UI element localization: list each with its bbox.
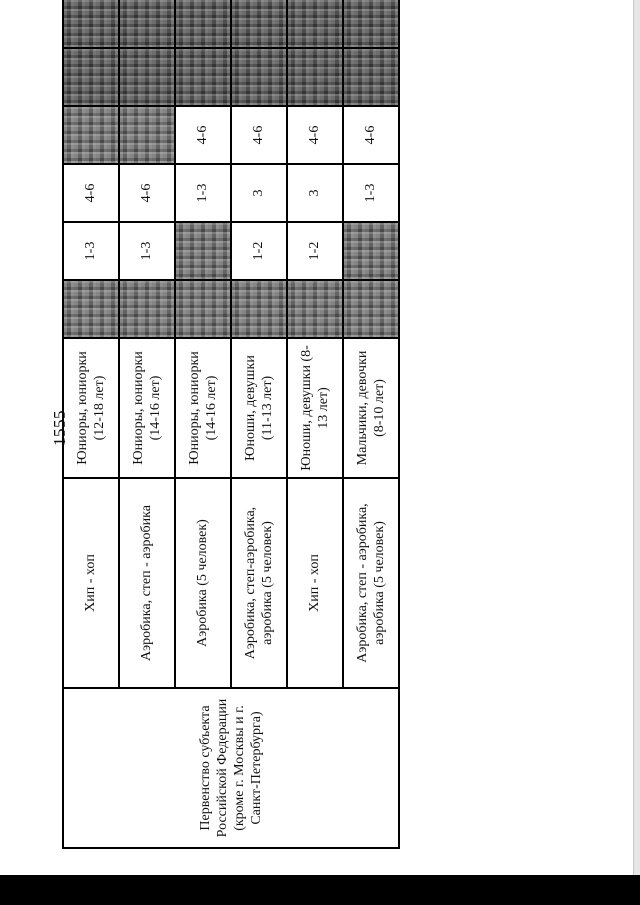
results-table bbox=[62, 0, 400, 849]
rank-cell: 1-3 bbox=[175, 164, 231, 222]
shaded-cell bbox=[63, 0, 119, 48]
rank-cell: 1-3 bbox=[343, 164, 399, 222]
shaded-cell bbox=[175, 0, 231, 48]
shaded-cell bbox=[231, 48, 287, 106]
shaded-cell bbox=[63, 106, 119, 164]
rank-cell: 4-6 bbox=[119, 164, 175, 222]
age-group-cell: Юниоры, юниорки (12-18 лет) bbox=[63, 338, 119, 478]
shaded-cell bbox=[119, 106, 175, 164]
shaded-cell bbox=[175, 222, 231, 280]
rank-cell: 4-6 bbox=[63, 164, 119, 222]
shaded-cell bbox=[343, 222, 399, 280]
page-edge bbox=[633, 0, 640, 875]
age-group-cell: Юниоры, юниорки (14-16 лет) bbox=[175, 338, 231, 478]
shaded-cell bbox=[119, 0, 175, 48]
discipline-cell: Аэробика, степ - аэробика bbox=[119, 478, 175, 688]
page-number-text: 1555 bbox=[50, 410, 69, 446]
shaded-cell bbox=[287, 280, 343, 338]
discipline-cell: Аэробика, степ-аэробика, аэробика (5 человек) bbox=[231, 478, 287, 688]
rank-cell: 4-6 bbox=[343, 106, 399, 164]
competition-cell: Первенство субъекта Российской Федерации (кроме г. Москвы и г. Санкт-Петербурга) bbox=[63, 688, 399, 848]
rank-cell: 3 bbox=[287, 164, 343, 222]
shaded-cell bbox=[231, 280, 287, 338]
rank-cell: 1-3 bbox=[63, 222, 119, 280]
rank-cell: 4-6 bbox=[231, 106, 287, 164]
shaded-cell bbox=[175, 48, 231, 106]
rank-cell: 1-2 bbox=[231, 222, 287, 280]
shaded-cell bbox=[287, 48, 343, 106]
rank-cell: 1-2 bbox=[287, 222, 343, 280]
age-group-cell: Юноши, девушки (11-13 лет) bbox=[231, 338, 287, 478]
scan-bottom-band bbox=[0, 875, 640, 905]
shaded-cell bbox=[63, 48, 119, 106]
discipline-cell: Аэробика (5 человек) bbox=[175, 478, 231, 688]
rank-cell: 4-6 bbox=[175, 106, 231, 164]
rotated-table-container bbox=[62, 49, 387, 849]
discipline-cell: Аэробика, степ - аэробика, аэробика (5 человек) bbox=[343, 478, 399, 688]
shaded-cell bbox=[343, 48, 399, 106]
shaded-cell bbox=[63, 280, 119, 338]
age-group-cell: Юноши, девушки (8-13 лет) bbox=[287, 338, 343, 478]
table-row bbox=[63, 0, 119, 848]
shaded-cell bbox=[119, 280, 175, 338]
shaded-cell bbox=[119, 48, 175, 106]
discipline-cell: Хип - хоп bbox=[63, 478, 119, 688]
shaded-cell bbox=[175, 280, 231, 338]
rank-cell: 4-6 bbox=[287, 106, 343, 164]
shaded-cell bbox=[343, 280, 399, 338]
rank-cell: 1-3 bbox=[119, 222, 175, 280]
discipline-cell: Хип - хоп bbox=[287, 478, 343, 688]
rank-cell: 3 bbox=[231, 164, 287, 222]
shaded-cell bbox=[343, 0, 399, 48]
age-group-cell: Мальчики, девочки (8-10 лет) bbox=[343, 338, 399, 478]
age-group-cell: Юниоры, юниорки (14-16 лет) bbox=[119, 338, 175, 478]
shaded-cell bbox=[231, 0, 287, 48]
shaded-cell bbox=[287, 0, 343, 48]
